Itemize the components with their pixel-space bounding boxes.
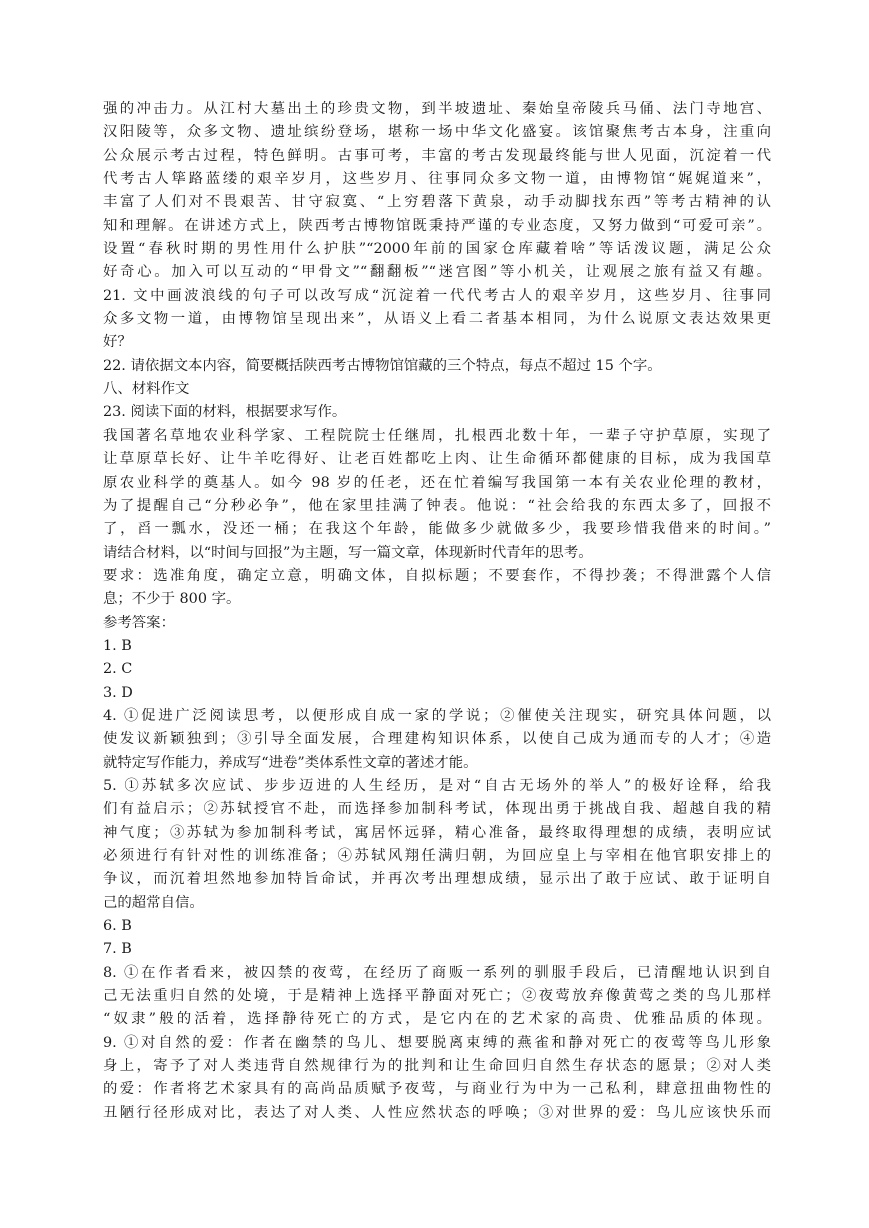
text-line: 争议，而沉着坦然地参加特旨命试，并再次考出理想成绩，显示出了敢于应试、敢于证明自 bbox=[103, 871, 771, 888]
text-line: 就特定写作能力，养成写“进卷”类体系性文章的著述才能。 bbox=[103, 754, 478, 771]
text-line: “奴隶”般的活着，选择静待死亡的方式，是它内在的艺术家的高贵、优雅品质的体现。 bbox=[103, 1011, 771, 1028]
text-line: 22. 请依据文本内容，简要概括陕西考古博物馆馆藏的三个特点，每点不超过 15 个字。 bbox=[103, 357, 662, 374]
text-line: 己的超常自信。 bbox=[103, 894, 204, 911]
text-line: 好？ bbox=[103, 334, 132, 351]
text-line: 丑陋行径形成对比，表达了对人类、人性应然状态的呼唤；③对世界的爱：鸟儿应该快乐而 bbox=[103, 1104, 771, 1121]
text-line: 身上，寄予了对人类违背自然规律行为的批判和让生命回归自然生存状态的愿景；②对人类 bbox=[103, 1058, 771, 1075]
text-line: 神气度；③苏轼为参加制科考试，寓居怀远驿，精心准备，最终取得理想的成绩，表明应试 bbox=[103, 824, 771, 841]
text-line: 6. B bbox=[103, 918, 132, 935]
document-page bbox=[103, 98, 771, 1125]
text-line: 众多文物一道，由博物馆呈现出来”，从语义上看二者基本相同，为什么说原文表达效果更 bbox=[103, 311, 771, 328]
text-line: 使发议新颖独到；③引导全面发展，合理建构知识体系，以使自己成为通而专的人才；④造 bbox=[103, 731, 771, 748]
text-line: 23. 阅读下面的材料，根据要求写作。 bbox=[103, 404, 347, 421]
text-line: 让草原草长好、让牛羊吃得好、让老百姓都吃上肉、让生命循环都健康的目标，成为我国草 bbox=[103, 451, 771, 468]
text-line: 丰富了人们对不畏艰苦、甘守寂寞、“上穷碧落下黄泉，动手动脚找东西”等考古精神的认 bbox=[103, 194, 771, 211]
text-line: 8. ①在作者看来，被囚禁的夜莺，在经历了商贩一系列的驯服手段后，已清醒地认识到自 bbox=[103, 964, 771, 981]
text-line: 21. 文中画波浪线的句子可以改写成“沉淀着一代代考古人的艰辛岁月，这些岁月、往事同 bbox=[103, 287, 771, 304]
text-line: 参考答案： bbox=[103, 614, 175, 631]
text-line: 汉阳陵等，众多文物、遗址缤纷登场，堪称一场中华文化盛宴。该馆聚焦考古本身，注重向 bbox=[103, 124, 771, 141]
text-line: 了，舀一瓢水，没还一桶；在我这个年龄，能做多少就做多少，我要珍惜我借来的时间。” bbox=[103, 521, 771, 538]
text-line: 息；不少于 800 字。 bbox=[103, 591, 241, 608]
text-line: 知和理解。在讲述方式上，陕西考古博物馆既秉持严谨的专业态度，又努力做到“可爱可亲”。 bbox=[103, 217, 771, 234]
text-line: 1. B bbox=[103, 637, 132, 654]
text-line: 我国著名草地农业科学家、工程院院士任继周，扎根西北数十年，一辈子守护草原，实现了 bbox=[103, 427, 771, 444]
text-line: 八、材料作文 bbox=[103, 381, 190, 398]
text-line: 5. ①苏轼多次应试、步步迈进的人生经历，是对“自古无场外的举人”的极好诠释，给我 bbox=[103, 777, 771, 794]
text-line: 2. C bbox=[103, 661, 133, 678]
text-line: 好奇心。加入可以互动的“甲骨文”“翻翻板”“迷宫图”等小机关，让观展之旅有益又有趣。 bbox=[103, 264, 771, 281]
text-line: 公众展示考古过程，特色鲜明。古事可考，丰富的考古发现最终能与世人见面，沉淀着一代 bbox=[103, 147, 771, 164]
text-line: 3. D bbox=[103, 684, 133, 701]
text-line: 请结合材料，以“时间与回报”为主题，写一篇文章，体现新时代青年的思考。 bbox=[103, 544, 593, 561]
text-line: 己无法重归自然的处境，于是精神上选择平静面对死亡；②夜莺放弃像黄莺之类的鸟儿那样 bbox=[103, 988, 771, 1005]
text-line: 为了提醒自己“分秒必争”，他在家里挂满了钟表。他说：“社会给我的东西太多了，回报不 bbox=[103, 497, 771, 514]
text-line: 必须进行有针对性的训练准备；④苏轼风翔任满归朝，为回应皇上与宰相在他官职安排上的 bbox=[103, 848, 771, 864]
text-line: 代考古人筚路蓝缕的艰辛岁月，这些岁月、往事同众多文物一道，由博物馆“娓娓道来”， bbox=[103, 171, 771, 188]
text-line: 强的冲击力。从江村大墓出土的珍贵文物，到半坡遗址、秦始皇帝陵兵马俑、法门寺地宫、 bbox=[103, 101, 771, 117]
text-line: 设置“春秋时期的男性用什么护肤”“2000年前的国家仓库藏着啥”等话泼议题，满足公众 bbox=[103, 241, 771, 258]
text-line: 要求：选准角度，确定立意，明确文体，自拟标题；不要套作，不得抄袭；不得泄露个人信 bbox=[103, 567, 771, 584]
text-line: 4. ①促进广泛阅读思考，以便形成自成一家的学说；②催使关注现实，研究具体问题，以 bbox=[103, 707, 771, 724]
text-line: 们有益启示；②苏轼授官不赴，而选择参加制科考试，体现出勇于挑战自我、超越自我的精 bbox=[103, 801, 771, 818]
text-line: 9. ①对自然的爱：作者在幽禁的鸟儿、想要脱离束缚的燕雀和静对死亡的夜莺等鸟儿形象 bbox=[103, 1034, 771, 1051]
text-line: 的爱：作者将艺术家具有的高尚品质赋予夜莺，与商业行为中为一己私利，肆意扭曲物性的 bbox=[103, 1081, 771, 1098]
text-line: 原农业科学的奠基人。如今 98 岁的任老，还在忙着编写我国第一本有关农业伦理的教材， bbox=[103, 474, 771, 491]
text-line: 7. B bbox=[103, 941, 132, 958]
